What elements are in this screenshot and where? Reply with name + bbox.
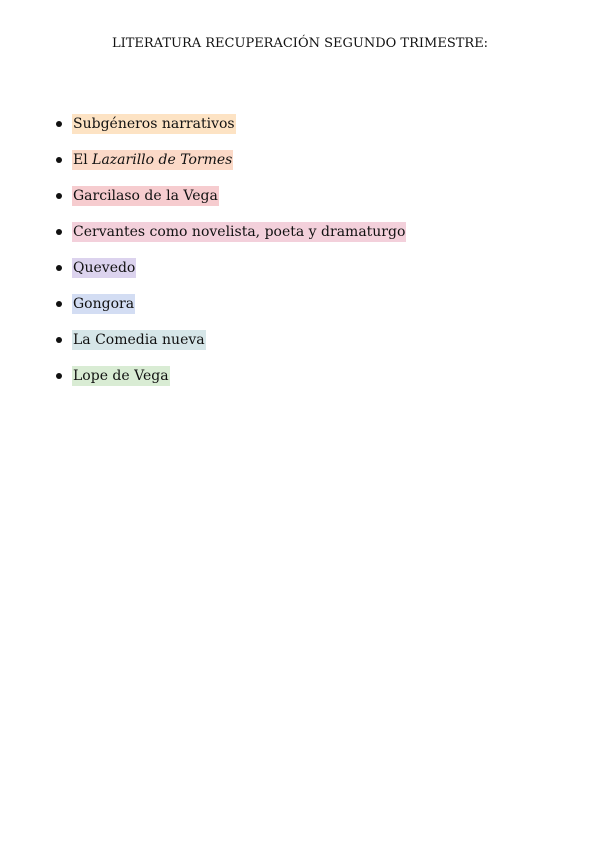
topic-text: Lope de Vega — [73, 368, 169, 384]
topic-text: Subgéneros narrativos — [73, 116, 235, 132]
bullet-icon — [56, 337, 62, 343]
topic-text: Cervantes como novelista, poeta y dramaturgo — [73, 224, 406, 240]
topic-work-title: Lazarillo de Tormes — [92, 152, 233, 168]
bullet-icon — [56, 157, 62, 163]
topic-text — [72, 150, 233, 170]
document-title: LITERATURA RECUPERACIÓN SEGUNDO TRIMESTRE: — [111, 36, 489, 51]
bullet-icon — [56, 301, 62, 307]
topic-lead: El — [73, 152, 93, 168]
bullet-icon — [56, 193, 62, 199]
topic-text: Garcilaso de la Vega — [73, 188, 218, 204]
topic-text: Gongora — [73, 296, 135, 312]
bullet-icon — [56, 121, 62, 127]
bullet-icon — [56, 229, 62, 235]
bullet-icon — [56, 265, 62, 271]
bullet-icon — [56, 373, 62, 379]
topic-text: La Comedia nueva — [73, 332, 205, 348]
topic-text: Quevedo — [73, 260, 136, 276]
